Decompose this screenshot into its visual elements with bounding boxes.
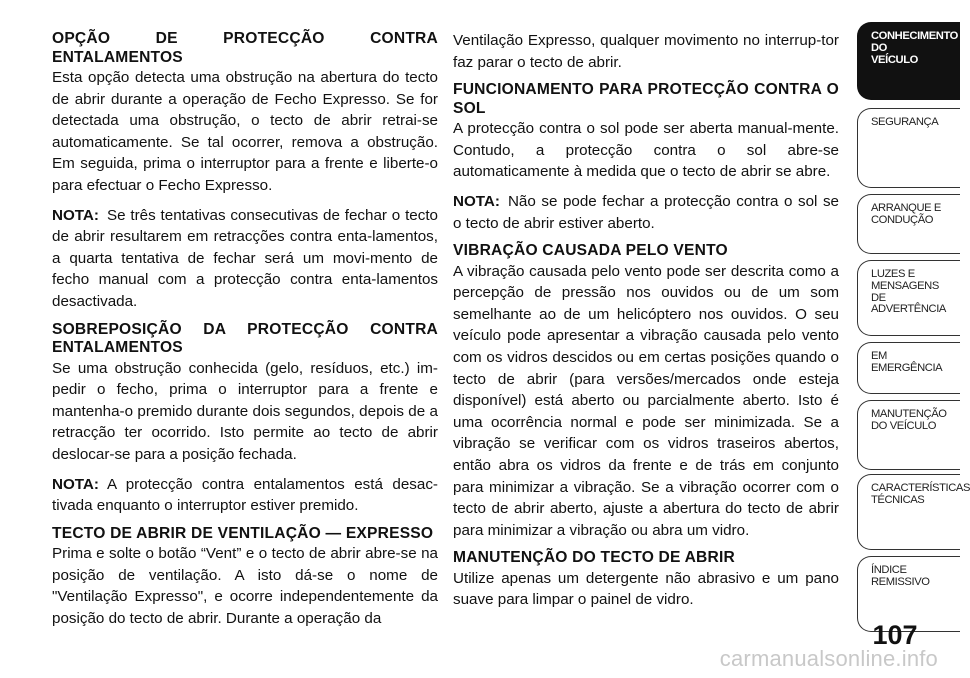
section-sunshade — [453, 81, 839, 234]
paragraph: Utilize apenas um detergente não abrasivo e um pano suave para limpar o painel de vidro. — [453, 569, 839, 609]
page-number: 107 — [872, 620, 918, 650]
section-wind-buffeting — [453, 242, 839, 541]
paragraph: A vibração causada pelo vento pode ser descrita como a percepção de pressão nos ouvidos ou de um som semelhante ao de um helicóptero nos ouvidos. O seu veículo pode apresentar a vibração causada pelo vento com os vidros descidos ou em certas posições quando o tecto de abrir (para versões/mercados onde esteja disponível) está aberto ou parcialmente aberto. Isto é uma ocorrência normal e pode ser minimizada. Se a vibração se verificar com os vidros traseiros abertos, então abra os vidros da frente e de trás em conjunto para minimizar a vibração. Se a vibração ocorrer com o tecto de abrir aberto, ajuste a abertura do tecto de abrir para minimizar a vibração ou abra um vidro. — [453, 262, 839, 539]
section-sunroof-maintenance — [453, 549, 839, 611]
tab-label: CONHECIMENTO DO VEÍCULO — [871, 30, 958, 66]
tab-vehicle-maintenance[interactable] — [857, 400, 960, 470]
section-title: TECTO DE ABRIR DE VENTILAÇÃO — EXPRESSO — [52, 524, 434, 542]
tab-vehicle-knowledge[interactable] — [857, 22, 960, 100]
tab-label: LUZES E MENSAGENS DE ADVERTÊNCIA — [871, 268, 946, 316]
tab-lights-warnings[interactable] — [857, 260, 960, 336]
tab-safety[interactable] — [857, 108, 960, 188]
watermark: carmanualsonline.info — [719, 646, 938, 671]
section-anti-pinch-override — [52, 321, 438, 517]
tab-technical-specs[interactable] — [857, 474, 970, 550]
paragraph-continued: Ventilação Expresso, qualquer movimento no interrup-tor faz parar o tecto de abrir. — [453, 32, 839, 71]
paragraph: Se uma obstrução conhecida (gelo, resíduos, etc.) im-pedir o fecho, prima o interruptor para a frente e mantenha-o premido durante dois segundos, depois de a retracção ter ocorrido. Isto permite ao tecto de abrir deslocar-se para a posição fechada. — [52, 359, 438, 463]
right-column — [453, 30, 839, 619]
note-text: A protecção contra entalamentos está desac-tivada enquanto o interruptor estiver premido. — [52, 475, 438, 515]
tab-label: ARRANQUE E CONDUÇÃO — [871, 202, 941, 226]
paragraph: Prima e solte o botão “Vent” e o tecto de abrir abre-se na posição de ventilação. A isto dá-se o nome de "Ventilação Expresso", e ocorre independentemente da posição do tecto de abrir. Durante a operação da — [52, 545, 438, 627]
note — [453, 191, 839, 234]
note-label: NOTA: — [52, 206, 99, 224]
paragraph: A protecção contra o sol pode ser aberta manual-mente. Contudo, a protecção contra o sol abre-se automaticamente à medida que o tecto de abrir se abre. — [453, 120, 839, 181]
section-title: VIBRAÇÃO CAUSADA PELO VENTO — [453, 242, 728, 260]
paragraph: Esta opção detecta uma obstrução na abertura do tecto de abrir durante a operação de Fecho Expresso. Se for detectada uma obstrução, o tecto de abrir retrai-se automaticamente. Se tal ocorrer, remova a obstrução. Em seguida, prima o interruptor para a frente e liberte-o para efectuar o Fecho Expresso. — [52, 69, 438, 194]
section-vent-express — [52, 525, 438, 630]
tab-label: EM EMERGÊNCIA — [871, 350, 943, 374]
note — [52, 474, 438, 517]
section-title: FUNCIONAMENTO PARA PROTECÇÃO CONTRA O SOL — [453, 81, 839, 117]
section-anti-pinch — [52, 30, 438, 313]
note — [52, 205, 438, 313]
tab-label: ÍNDICE REMISSIVO — [871, 564, 930, 588]
tab-label: SEGURANÇA — [871, 116, 939, 128]
note-label: NOTA: — [52, 475, 99, 493]
section-title: SOBREPOSIÇÃO DA PROTECÇÃO CONTRA ENTALAMENTOS — [52, 320, 438, 357]
section-title: MANUTENÇÃO DO TECTO DE ABRIR — [453, 549, 735, 567]
tab-label: MANUTENÇÃO DO VEÍCULO — [871, 408, 947, 432]
section-title: OPÇÃO DE PROTECÇÃO CONTRA ENTALAMENTOS — [52, 30, 438, 66]
tab-label: CARACTERÍSTICAS TÉCNICAS — [871, 482, 970, 506]
note-text: Se três tentativas consecutivas de fechar o tecto de abrir resultarem em retracções contra enta-lamentos, a quarta tentativa de fechar será um movi-mento de fecho manual com a protecção contra enta-lamentos desactivada. — [52, 206, 438, 310]
note-label: NOTA: — [453, 192, 500, 210]
tab-starting-driving[interactable] — [857, 194, 960, 254]
tab-emergency[interactable] — [857, 342, 960, 394]
note-text: Não se pode fechar a protecção contra o sol se o tecto de abrir estiver aberto. — [453, 192, 839, 232]
left-column — [52, 30, 438, 638]
